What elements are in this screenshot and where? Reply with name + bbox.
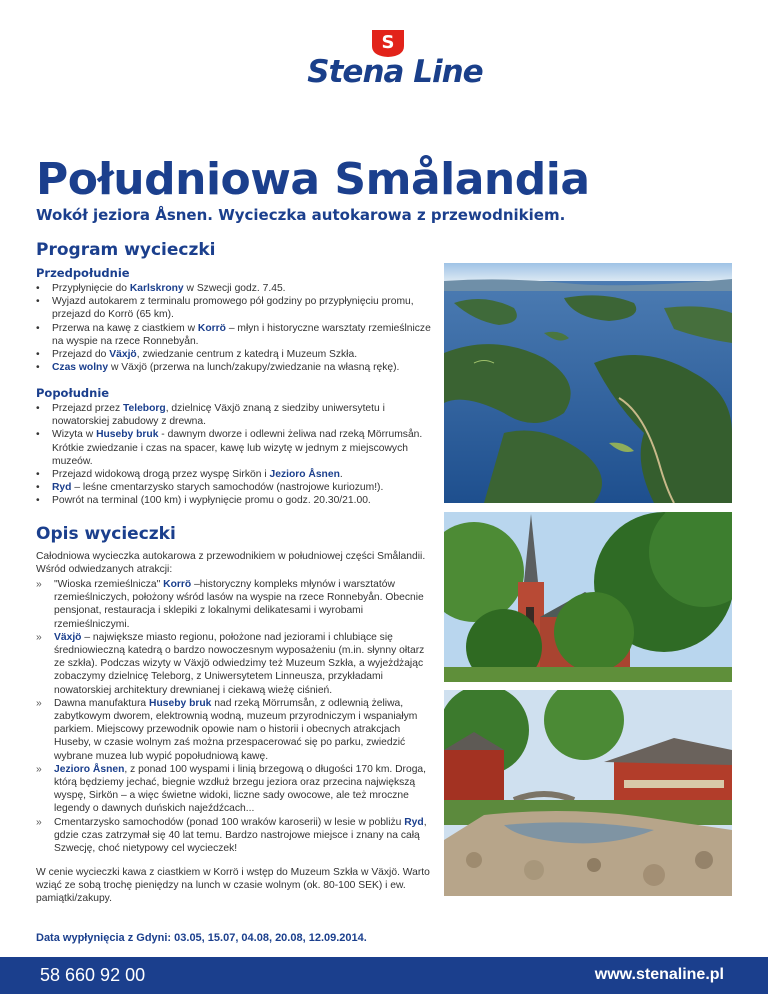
afternoon-item: • Ryd – leśne cmentarzysko starych samochodów (nastrojowe kuriozum!). — [36, 481, 436, 494]
brand-wordmark: Stena Line — [307, 54, 483, 90]
morning-item: • Przerwa na kawę z ciastkiem w Korrö – młyn i historyczne warsztaty rzemieślnicze na wyspie na rzece Ronnebyån. — [36, 322, 436, 348]
afternoon-item: • Przejazd przez Teleborg, dzielnicę Växjö znaną z siedziby uniwersytetu i nowatorskiej zabudowy z drewna. — [36, 402, 436, 428]
keyword: Czas wolny — [52, 362, 109, 374]
keyword: Växjö — [54, 631, 82, 643]
attraction-item: » Dawna manufaktura Huseby bruk nad rzeką Mörrumsån, z odlewnią żeliwa, zabytkowym dworem, elektrownią wodną, muzeum przyrodniczym i wspaniałym parkiem. Miejscowy przewodnik opowie nam o historii i obecnych atrakcjach Huseby, w czasie wolnym zaś można przespacerować się po parku, zwiedzić wybrane muzea lub wypić popołudniową kawę. — [36, 697, 438, 763]
afternoon-list — [36, 402, 436, 508]
footer-website-link[interactable]: www.stenaline.pl — [594, 966, 724, 983]
program-heading: Program wycieczki — [36, 240, 216, 260]
description-intro: Całodniowa wycieczka autokarowa z przewodnikiem w południowej części Smålandii. Wśród odwiedzanych atrakcji: — [36, 551, 426, 576]
departure-dates: Data wypłynięcia z Gdyni: 03.05, 15.07, 04.08, 20.08, 12.09.2014. — [36, 932, 367, 944]
keyword: Teleborg — [122, 403, 166, 414]
keyword: Karlskrony — [129, 283, 184, 294]
attraction-item: » "Wioska rzemieślnicza" Korrö –historyczny kompleks młynów i warsztatów rzemieślniczych, położony wśród lasów na wyspie na rzece Ronnebyån. Obecnie pensjonat, restauracja i sklepiki z lokalnymi delikatesami i wyrobami rzemieślniczymi. — [36, 578, 438, 631]
afternoon-heading: Popołudnie — [36, 386, 110, 400]
keyword: Korrö — [163, 579, 192, 590]
keyword: Ryd — [52, 482, 72, 494]
attractions-list — [36, 578, 438, 855]
keyword: Huseby bruk — [96, 429, 159, 441]
attraction-item: » Växjö – największe miasto regionu, położone nad jeziorami i chlubiące się średniowieczną katedrą o bardzo nowoczesnym wyposażeniu (m.in. słynny ołtarz ze szkła). Podczas wizyty w Växjö odwiedzimy też Muzeum Szkła, a wyjeżdżając zobaczymy dzielnicę Teleborg, z Uniwersytetem Linneusza, przykładami nowatorskiej architektury drewnianej i ciekawą wieżę ciśnień. — [36, 631, 438, 697]
photo-huseby-river — [444, 690, 732, 896]
afternoon-item: • Przejazd widokową drogą przez wyspę Sirkön i Jezioro Åsnen. — [36, 468, 436, 481]
description-note: W cenie wycieczki kawa z ciastkiem w Korrö i wstęp do Muzeum Szkła w Växjö. Warto wziąć ze sobą trochę pieniędzy na lunch w czasie wolnym (ok. 80-100 SEK) i ew. pamiątki/zakupy. — [36, 867, 430, 905]
svg-text:S: S — [381, 32, 395, 53]
keyword: Växjö — [109, 349, 137, 361]
footer-bar — [0, 957, 768, 994]
morning-list — [36, 282, 436, 374]
keyword: Jezioro Åsnen — [54, 763, 125, 775]
description-heading: Opis wycieczki — [36, 524, 176, 544]
afternoon-item: • Wizyta w Huseby bruk - dawnym dworze i odlewni żeliwa nad rzeką Mörrumsån. Krótkie zwiedzanie i czas na spacer, kawę lub wizytę w jednym z miejscowych muzeów. — [36, 428, 436, 468]
photo-cathedral — [444, 512, 732, 682]
keyword: Korrö — [197, 322, 226, 334]
page-title: Południowa Smålandia — [36, 154, 590, 205]
morning-item: • Czas wolny w Växjö (przerwa na lunch/zakupy/zwiedzanie na własną rękę). — [36, 361, 436, 374]
footer-phone[interactable]: 58 660 92 00 — [40, 965, 146, 985]
morning-heading: Przedpołudnie — [36, 266, 130, 280]
afternoon-item: • Powrót na terminal (100 km) i wypłynięcie promu o godz. 20.30/21.00. — [36, 494, 436, 507]
attraction-item: » Jezioro Åsnen, z ponad 100 wyspami i linią brzegową o długości 170 km. Droga, którą będziemy jechać, biegnie wzdłuż brzegu jeziora oraz przecina największą wyspę, Sirkön – a więc świetne widoki, liczne sady owocowe, ale też mroczne legendy o dawnych duńskich najeźdźcach... — [36, 763, 438, 816]
stena-line-logo — [300, 28, 490, 88]
keyword: Ryd — [404, 816, 424, 828]
page-subtitle: Wokół jeziora Åsnen. Wycieczka autokarowa z przewodnikiem. — [36, 206, 566, 224]
keyword: Huseby bruk — [149, 697, 212, 709]
attraction-item: » Cmentarzysko samochodów (ponad 100 wraków karoserii) w lesie w pobliżu Ryd, gdzie czas zatrzymał się 40 lat temu. Bardzo nastrojowe miejsce i znany na całą Szwecję, choć nietypowy cel wycieczek! — [36, 816, 438, 856]
morning-item: • Przypłynięcie do Karlskrony w Szwecji godz. 7.45. — [36, 282, 436, 295]
morning-item: • Wyjazd autokarem z terminalu promowego pół godziny po przypłynięciu promu, przejazd do Korrö (65 km). — [36, 295, 436, 321]
keyword: Jezioro Åsnen — [269, 469, 340, 481]
photo-lake-aerial — [444, 263, 732, 503]
morning-item: • Przejazd do Växjö, zwiedzanie centrum z katedrą i Muzeum Szkła. — [36, 348, 436, 361]
